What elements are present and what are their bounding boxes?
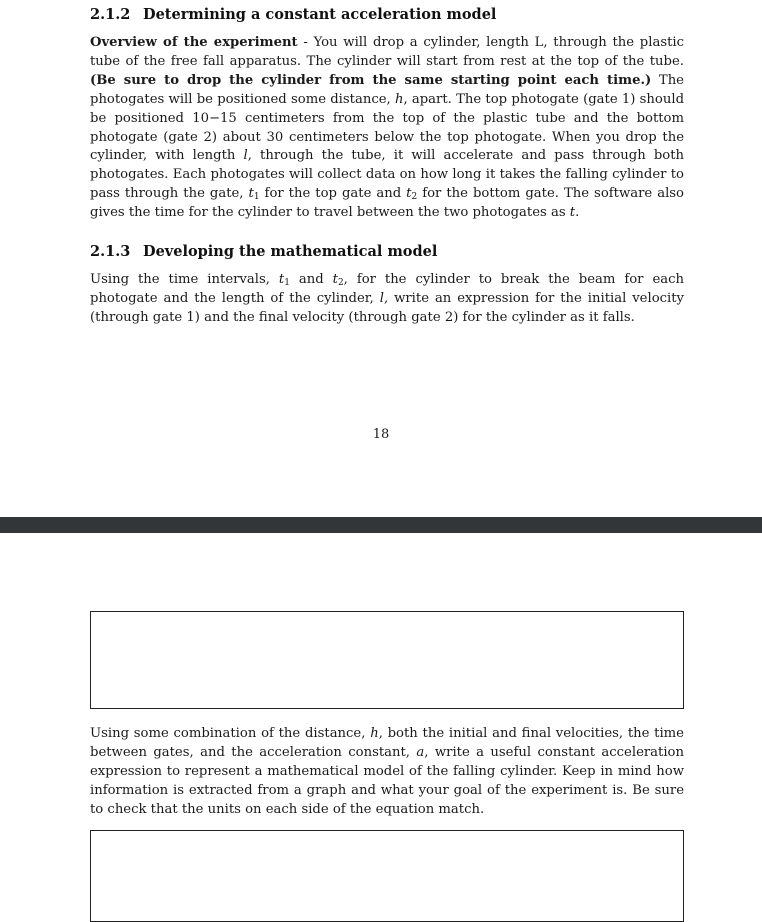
page-number: 18	[372, 427, 390, 442]
page-separator	[0, 517, 762, 533]
model-paragraph: Using the time intervals, $t_1$ and $t_2$, for the cylinder to break the beam for each photogate and the length of the cylinder, l, write an expression for the initial velocity (through gate 1) and the final velocity (through gate 2) for the cylinder as it falls.	[90, 272, 684, 325]
section-title: Developing the mathematical model	[143, 243, 438, 260]
section-heading-2-1-2	[90, 6, 496, 23]
section-heading-2-1-3	[90, 243, 437, 260]
answer-box-acceleration[interactable]	[90, 830, 684, 922]
overview-lead: Overview of the experiment	[90, 35, 298, 50]
overview-paragraph: Overview of the experiment - You will drop a cylinder, length L, through the plastic tube of the free fall apparatus. The cylinder will start from rest at the top of the tube. (Be sure to drop the cylinder from the same starting point each time.) The photogates will be positioned some distance, h, apart. The top photogate (gate 1) should be positioned 10−15 centimeters from the top of the plastic tube and the bottom photogate (gate 2) about 30 centimeters below the top photogate. When you drop the cylinder, with length l, through the tube, it will accelerate and pass through both photogates. Each photogates will collect data on how long it takes the falling cylinder to pass through the gate, $t_1$ for the top gate and $t_2$ for the bottom gate. The software also gives the time for the cylinder to travel between the two photogates as t.	[90, 35, 685, 221]
section-title: Determining a constant acceleration model	[143, 6, 497, 23]
acceleration-paragraph: Using some combination of the distance, h, both the initial and final velocities, the time between gates, and the acceleration constant, a, write a useful constant acceleration expression to represent a mathematical model of the falling cylinder. Keep in mind how information is extracted from a graph and what your goal of the experiment is. Be sure to check that the units on each side of the equation match.	[90, 726, 684, 817]
answer-box-velocity[interactable]	[90, 611, 684, 709]
section-number: 2.1.2	[90, 6, 131, 23]
bold-instruction: (Be sure to drop the cylinder from the same starting point each time.)	[90, 72, 652, 88]
section-number: 2.1.3	[90, 243, 131, 260]
